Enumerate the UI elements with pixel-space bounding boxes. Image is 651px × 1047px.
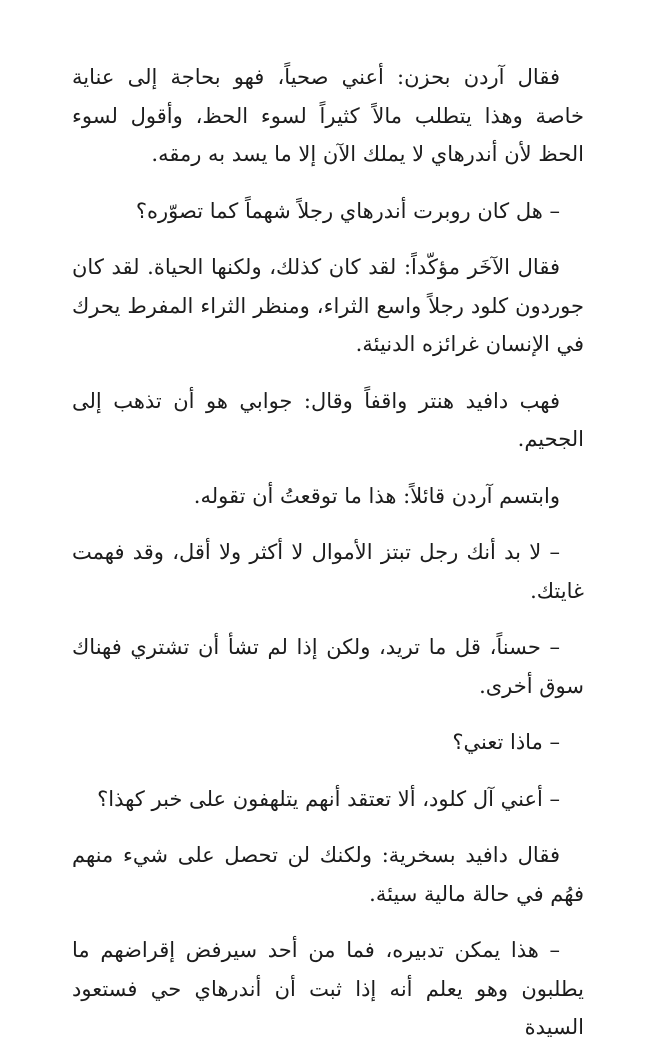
book-page-text [72,58,584,1047]
paragraph-arden-smiles: وابتسم آردن قائلاً: هذا ما توقعتُ أن تقوله. [193,483,560,508]
paragraph-what-mean: – ماذا تعني؟ [452,730,560,754]
paragraph-david-sarcasm: فقال دافيد بسخرية: ولكنك لن تحصل على شيء منهم فهُم في حالة مالية سيئة. [72,843,584,906]
paragraph-blackmail: – لا بد أنك رجل تبتز الأموال لا أكثر ولا أقل، وقد فهمت غايتك. [72,540,584,603]
paragraph-arrangement: – هذا يمكن تدبيره، فما من أحد سيرفض إقراضهم ما يطلبون وهو يعلم أنه إذا ثبت أن أندرهاي حي فستعود السيدة [72,938,584,1039]
paragraph-other-market: – حسناً، قل ما تريد، ولكن إذا لم تشأ أن تشتري فهناك سوق أخرى. [72,635,584,698]
paragraph-arden-explains: فقال آردن بحزن: أعني صحياً، فهو بحاجة إلى عناية خاصة وهذا يتطلب مالاً كثيراً لسوء الحظ، وأقول لسوء الحظ لأن أندرهاي لا يملك الآن إلا ما يسد به رمقه. [72,65,584,166]
paragraph-david-stands: فهب دافيد هنتر واقفاً وقال: جوابي هو أن تذهب إلى الجحيم. [72,388,584,451]
paragraph-question-robert: – هل كان روبرت أندرهاي رجلاً شهماً كما تصوّره؟ [135,198,560,223]
paragraph-cloud-family: – أعني آل كلود، ألا تعتقد أنهم يتلهفون على خبر كهذا؟ [97,786,560,811]
paragraph-gordon-wealth: فقال الآخَر مؤكّداً: لقد كان كذلك، ولكنها الحياة. لقد كان جوردون كلود رجلاً واسع الثراء، ومنظر الثراء المفرط يحرك في الإنسان غرائزه الدنيئة. [72,255,584,356]
